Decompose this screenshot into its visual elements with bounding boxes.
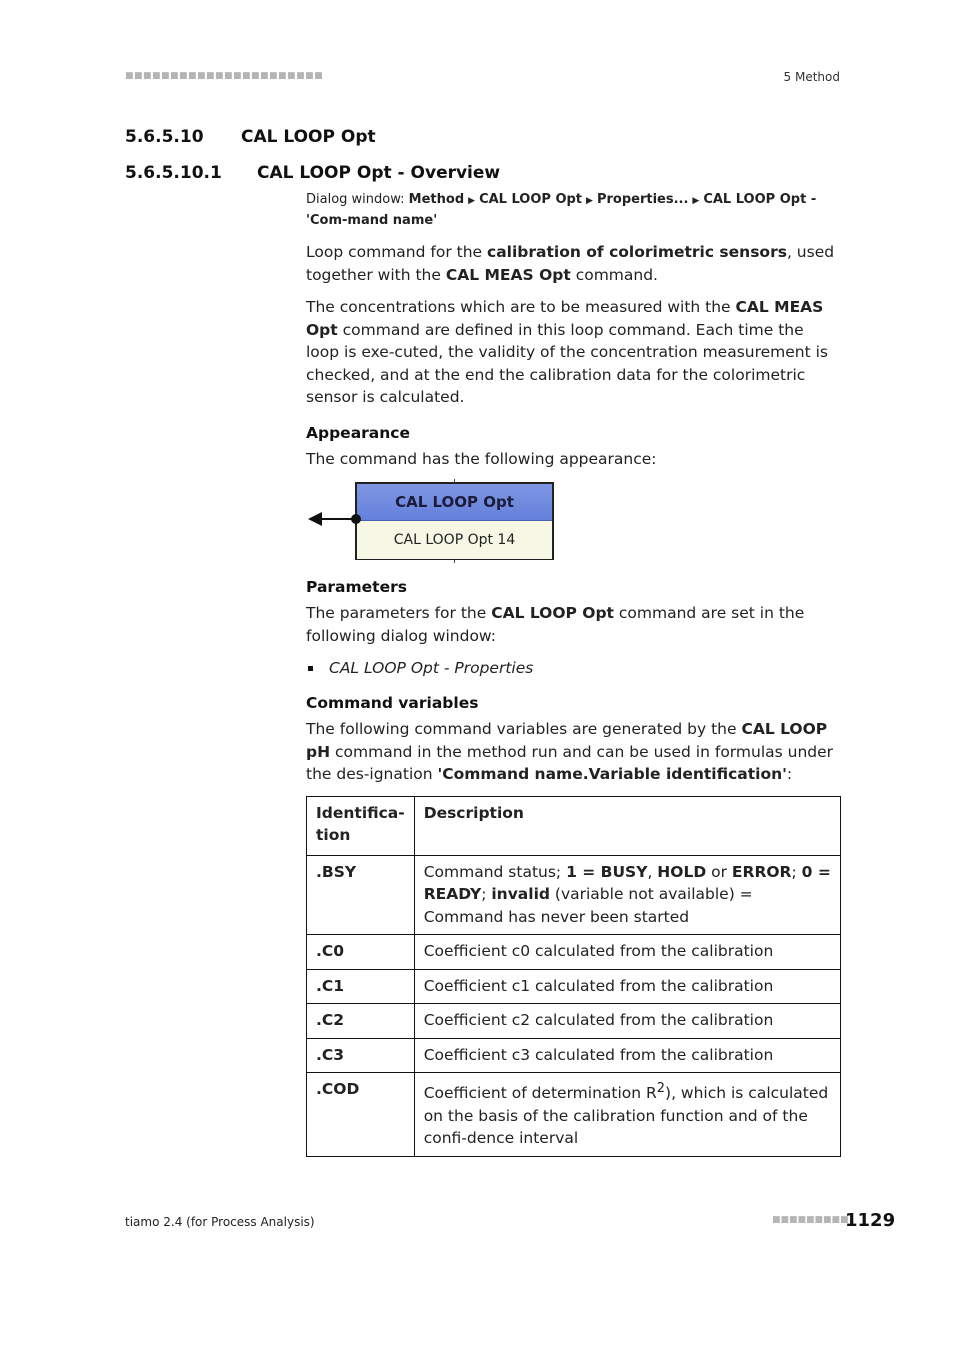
arrow-right-icon: ▶ [468, 196, 476, 206]
table-cell-desc: Coefficient c1 calculated from the calibration [414, 969, 840, 1004]
desc-bold: 1 = BUSY [566, 862, 648, 881]
parameters-paragraph [306, 602, 841, 647]
table-cell-desc: Coefficient c0 calculated from the calibration [414, 935, 840, 970]
parameters-item-text: CAL LOOP Opt - Properties [329, 659, 534, 677]
dialog-path [306, 190, 841, 231]
intro-paragraph [306, 241, 841, 286]
table-row [307, 1004, 841, 1039]
intro-bold-1: calibration of colorimetric sensors [487, 243, 787, 261]
variables-text-3: : [786, 765, 793, 783]
table-cell-id: .BSY [307, 855, 415, 935]
arrow-right-icon: ▶ [692, 196, 700, 206]
table-header-identification: Identifica-tion [307, 796, 415, 855]
desc-text: , [647, 862, 658, 881]
arrow-left-icon [308, 512, 322, 526]
command-block-name: CAL LOOP Opt 14 [357, 521, 552, 559]
appearance-heading: Appearance [306, 423, 410, 442]
table-row [307, 855, 841, 935]
dialog-step-2: Properties... [596, 192, 689, 207]
variables-text-1: The following command variables are generated by the [306, 720, 742, 738]
desc-text: ; [481, 885, 492, 903]
table-row [307, 969, 841, 1004]
para2-bold-1: CAL MEAS Opt [306, 298, 824, 339]
subsection-title: CAL LOOP Opt - Overview [257, 163, 501, 183]
table-cell-desc: Coefficient c2 calculated from the calibration [414, 1004, 840, 1039]
variables-table [306, 796, 841, 1157]
variables-bold-1: CAL LOOP pH [306, 720, 828, 761]
variables-heading: Command variables [306, 694, 479, 712]
table-header-description: Description [414, 796, 840, 855]
desc-bold: HOLD [657, 862, 707, 881]
desc-bold: 0 = READY [423, 862, 831, 903]
table-row [307, 1038, 841, 1073]
desc-text: ; [791, 862, 802, 881]
main-content [306, 190, 841, 1157]
desc-text: Coefficient of determination R [423, 1084, 657, 1103]
arrow-right-icon: ▶ [586, 196, 593, 206]
variables-text-2: command in the method run and can be used in formulas under the des-ignation [306, 742, 834, 783]
intro-text-3: command. [570, 265, 658, 284]
subsection-number: 5.6.5.10.1 [125, 163, 222, 183]
desc-text: or [706, 862, 732, 881]
para2-text-2: command are defined in this loop command. Each time the loop is exe-cuted, the validity of the concentration measurement is checked, and at the end the calibration data for the colorimetric sensor is calculated. [306, 320, 829, 406]
table-cell-id: .C2 [307, 1004, 415, 1039]
table-cell-desc [414, 1073, 840, 1157]
desc-bold: invalid [491, 885, 550, 903]
table-row [307, 935, 841, 970]
command-block-figure [306, 482, 566, 564]
bullet-square-icon [308, 666, 313, 671]
chapter-label: 5 Method [783, 70, 840, 84]
intro-text-2: , used together with the [306, 243, 835, 284]
table-row [307, 1073, 841, 1157]
table-cell-id: .C0 [307, 935, 415, 970]
dialog-step-1: CAL LOOP Opt [479, 192, 583, 207]
intro-bold-2: CAL MEAS Opt [445, 265, 571, 284]
variables-bold-2: 'Command name.Variable identification' [437, 765, 787, 783]
desc-text: Command status; [423, 862, 567, 881]
para2-text-1: The concentrations which are to be measured with the [306, 298, 736, 316]
dialog-prefix: Dialog window: [306, 192, 409, 207]
connector-dot-icon [351, 514, 361, 524]
parameters-list-item [306, 657, 841, 679]
table-cell-id: .COD [307, 1073, 415, 1157]
dialog-step-3: CAL LOOP Opt - 'Com-mand name' [306, 192, 817, 228]
footer-product: tiamo 2.4 (for Process Analysis) [125, 1215, 315, 1229]
command-block-title: CAL LOOP Opt [357, 484, 552, 521]
section-title: CAL LOOP Opt [241, 127, 376, 147]
section-number: 5.6.5.10 [125, 127, 204, 147]
desc-bold: ERROR [731, 862, 792, 881]
concentrations-paragraph [306, 296, 841, 409]
table-cell-desc [414, 855, 840, 935]
header-decoration: ■■■■■■■■■■■■■■■■■■■■■■ [125, 71, 324, 81]
parameters-text-2: command are set in the following dialog window: [306, 604, 805, 645]
parameters-heading: Parameters [306, 578, 407, 596]
desc-text: (variable not available) = Command has never been started [423, 885, 753, 926]
dialog-method: Method [408, 192, 465, 207]
variables-paragraph [306, 718, 841, 786]
table-cell-id: .C3 [307, 1038, 415, 1073]
table-cell-id: .C1 [307, 969, 415, 1004]
intro-text-1: Loop command for the [306, 243, 487, 261]
page-number: 1129 [845, 1210, 896, 1231]
desc-superscript: 2 [656, 1081, 666, 1096]
table-header-row [307, 796, 841, 855]
appearance-text: The command has the following appearance: [306, 449, 657, 468]
desc-text: ), which is calculated on the basis of the calibration function and of the confi-dence interval [423, 1084, 829, 1148]
parameters-text-1: The parameters for the [306, 604, 492, 622]
command-block [355, 482, 554, 560]
parameters-bold-1: CAL LOOP Opt [491, 604, 614, 622]
table-cell-desc: Coefficient c3 calculated from the calibration [414, 1038, 840, 1073]
footer-decoration: ■■■■■■■■■ [772, 1215, 849, 1225]
